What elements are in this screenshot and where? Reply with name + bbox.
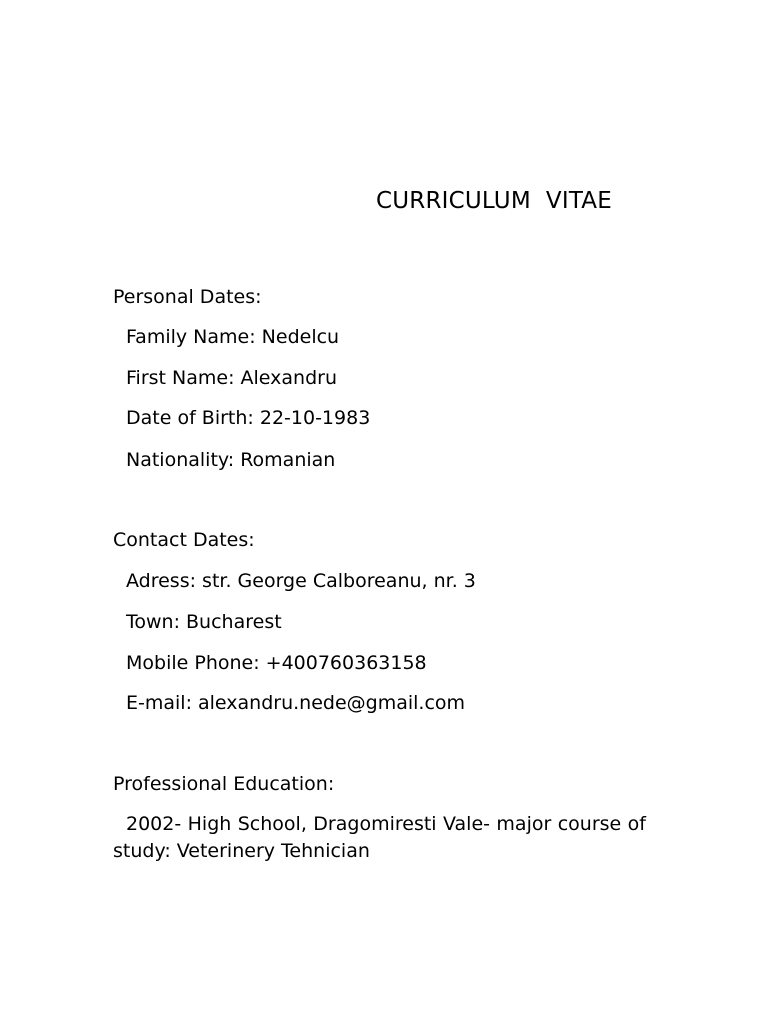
professional-education-heading: Professional Education: <box>113 773 335 795</box>
nationality-line: Nationality: Romanian <box>126 449 336 471</box>
document-title: CURRICULUM VITAE <box>376 188 612 214</box>
town-line: Town: Bucharest <box>126 611 282 633</box>
date-of-birth-line: Date of Birth: 22-10-1983 <box>126 407 371 429</box>
email-line: E-mail: alexandru.nede@gmail.com <box>126 692 466 714</box>
contact-dates-heading: Contact Dates: <box>113 529 255 551</box>
first-name-line: First Name: Alexandru <box>126 367 337 389</box>
mobile-phone-line: Mobile Phone: +400760363158 <box>126 652 427 674</box>
education-entry <box>113 811 646 865</box>
education-entry-major: Veterinery <box>176 840 275 862</box>
education-entry-major-cont: Tehnician <box>281 840 370 862</box>
personal-dates-heading: Personal Dates: <box>113 286 262 308</box>
address-line: Adress: str. George Calboreanu, nr. 3 <box>126 570 476 592</box>
education-entry-text: 2002- High School, Dragomiresti Vale- major course of study: <box>113 813 646 862</box>
family-name-line: Family Name: Nedelcu <box>126 326 340 348</box>
